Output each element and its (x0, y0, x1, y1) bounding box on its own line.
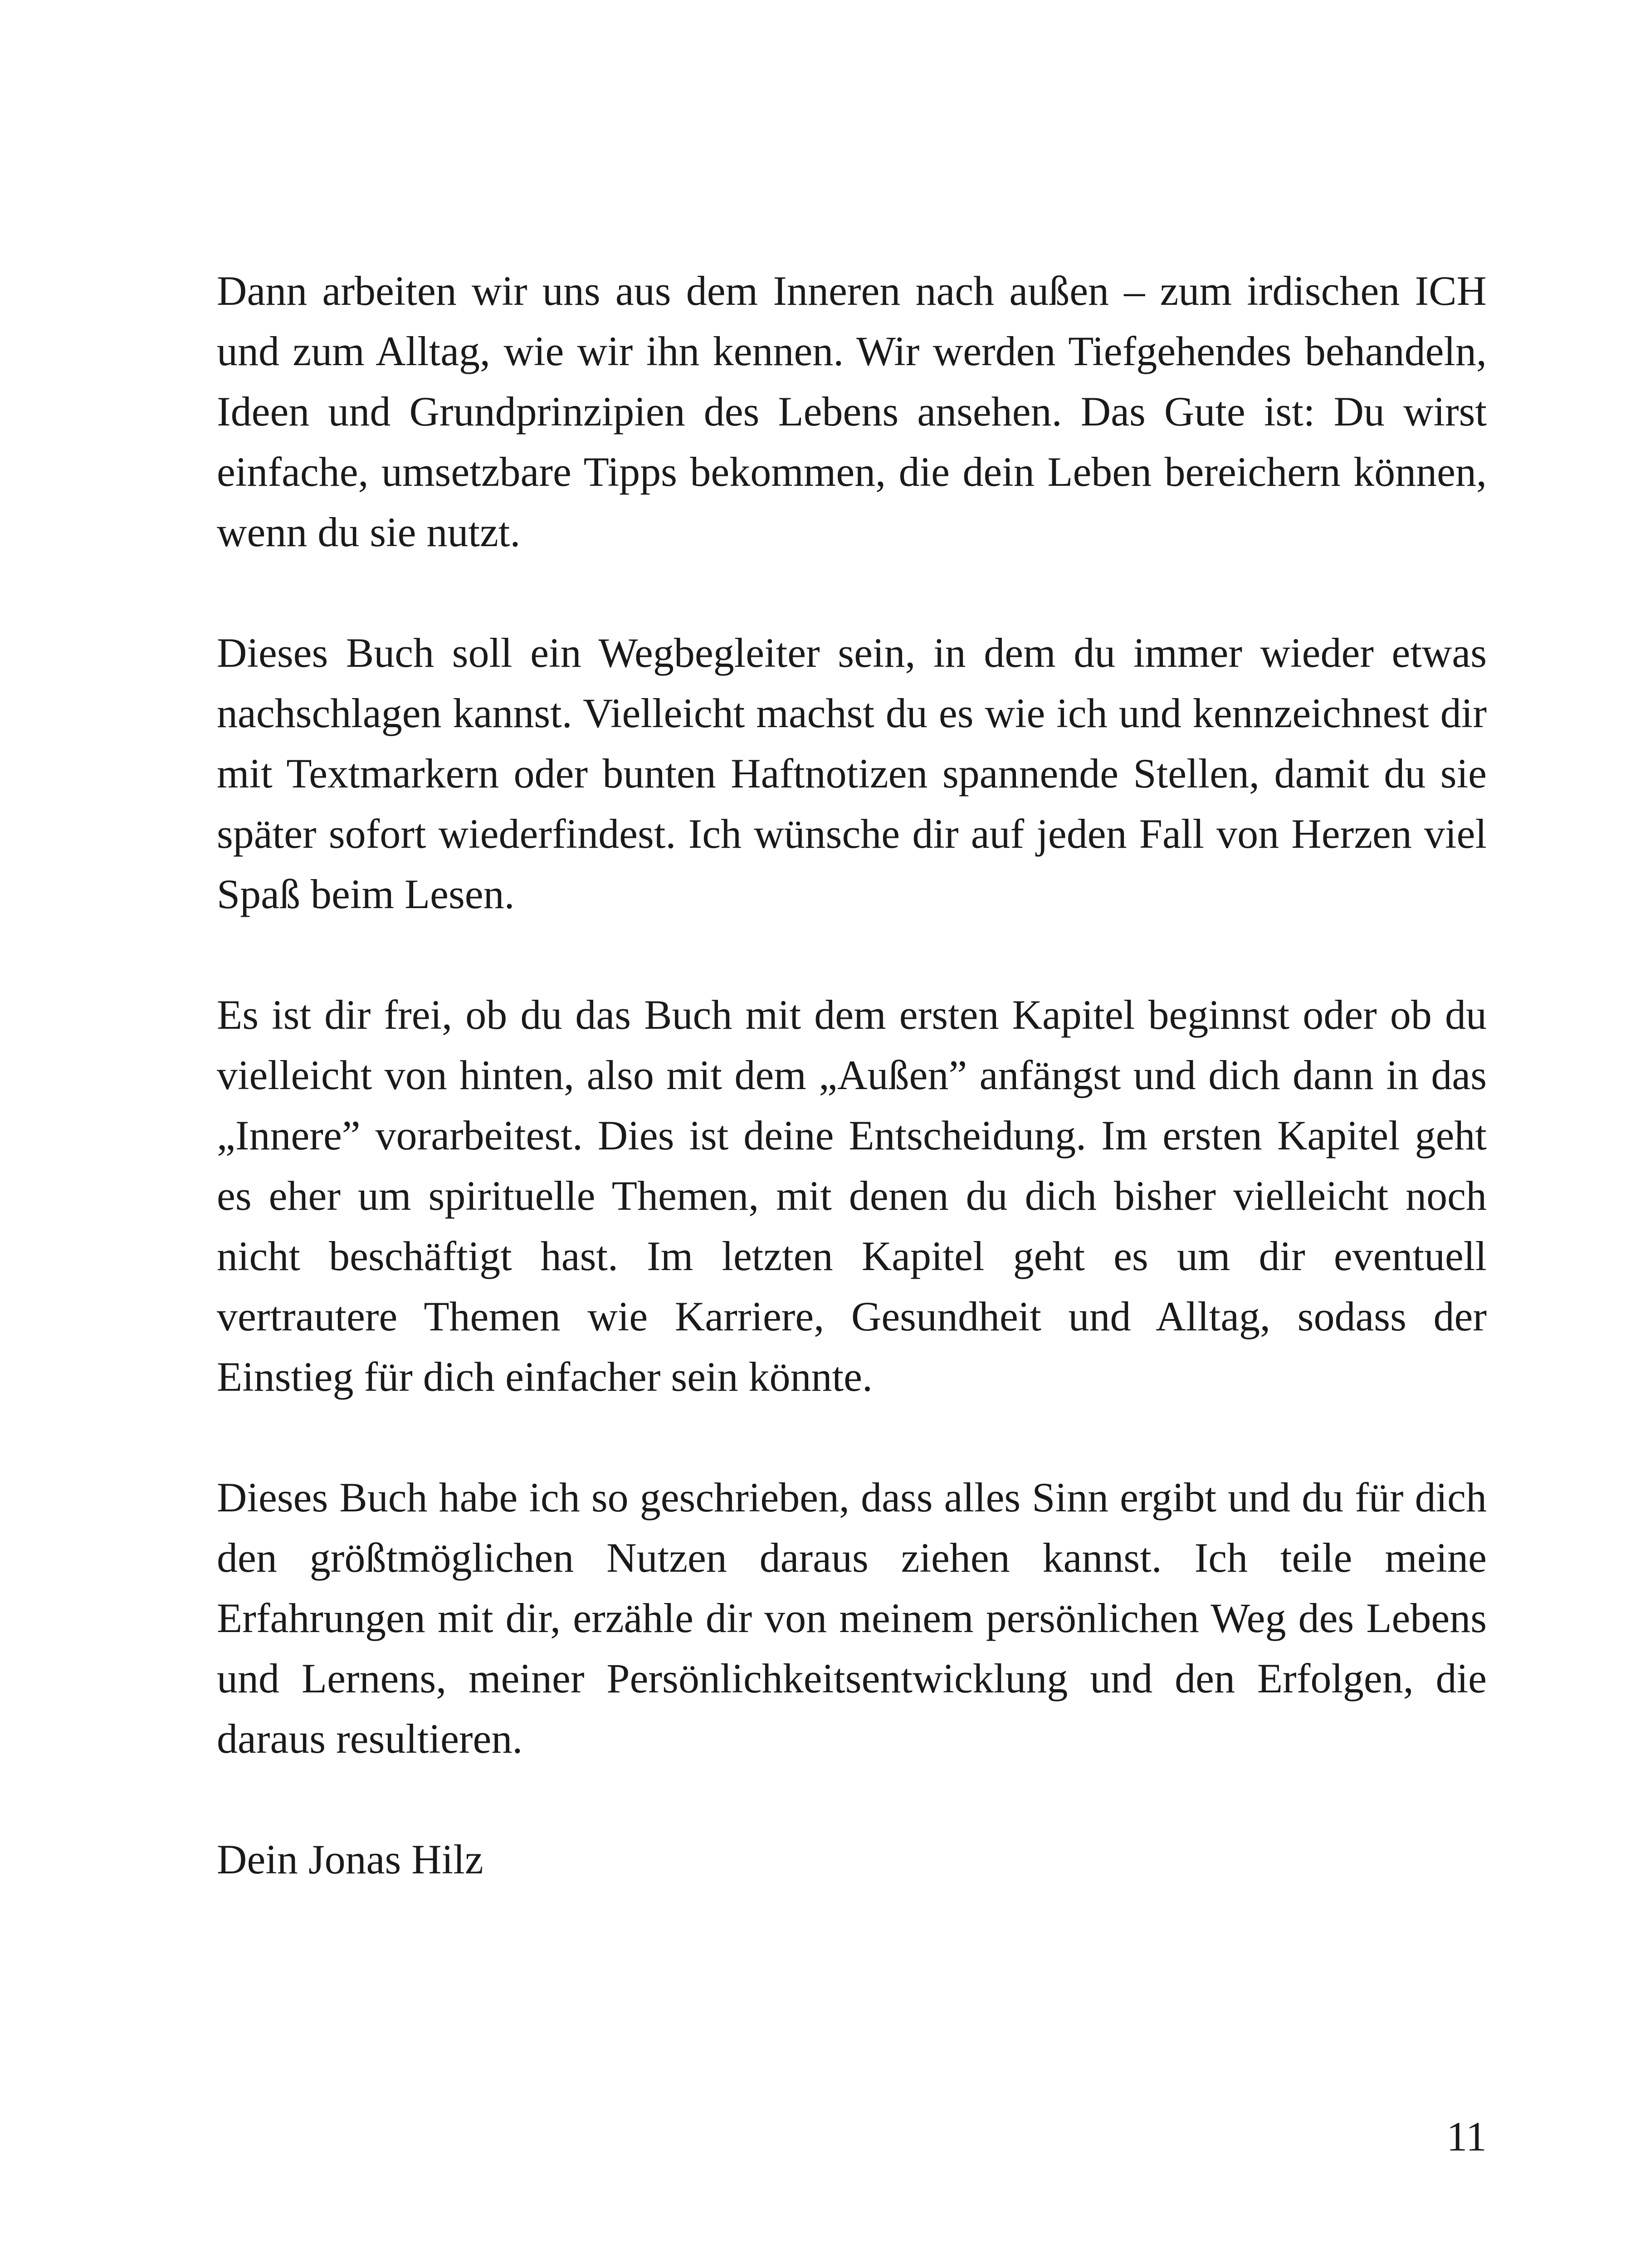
body-text (217, 261, 1487, 1890)
paragraph-1: Dann arbeiten wir uns aus dem Inneren nach außen – zum irdischen ICH und zum Alltag, wie wir ihn kennen. Wir werden Tiefgehendes behandeln, Ideen und Grundprinzipien des Lebens ansehen. Das Gute ist: Du wirst einfache, umsetzbare Tipps bekommen, die dein Leben bereichern können, wenn du sie nutzt. (217, 268, 1487, 555)
paragraph-2: Dieses Buch soll ein Wegbegleiter sein, in dem du immer wieder etwas nachschlagen kannst. Vielleicht machst du es wie ich und kennzeichnest dir mit Textmarkern oder bunten Haftnotizen spannende Stellen, damit du sie später sofort wiederfindest. Ich wünsche dir auf jeden Fall von Herzen viel Spaß beim Lesen. (217, 630, 1487, 917)
paragraph-4: Dieses Buch habe ich so geschrieben, dass alles Sinn ergibt und du für dich den größtmöglichen Nutzen daraus ziehen kannst. Ich teile meine Erfahrungen mit dir, erzähle dir von meinem persönlichen Weg des Lebens und Lernens, meiner Persönlichkeitsentwicklung und den Erfolgen, die daraus resultieren. (217, 1474, 1487, 1762)
paragraph-3: Es ist dir frei, ob du das Buch mit dem ersten Kapitel beginnst oder ob du vielleicht von hinten, also mit dem „Außen” anfängst und dich dann in das „Innere” vorarbeitest. Dies ist deine Entscheidung. Im ersten Kapitel geht es eher um spirituelle Themen, mit denen du dich bisher vielleicht noch nicht beschäftigt hast. Im letzten Kapitel geht es um dir eventuell vertrautere Themen wie Karriere, Gesundheit und Alltag, sodass der Einstieg für dich einfacher sein könnte. (217, 992, 1487, 1400)
signature: Dein Jonas Hilz (217, 1836, 483, 1882)
page-number: 11 (1446, 2113, 1487, 2160)
